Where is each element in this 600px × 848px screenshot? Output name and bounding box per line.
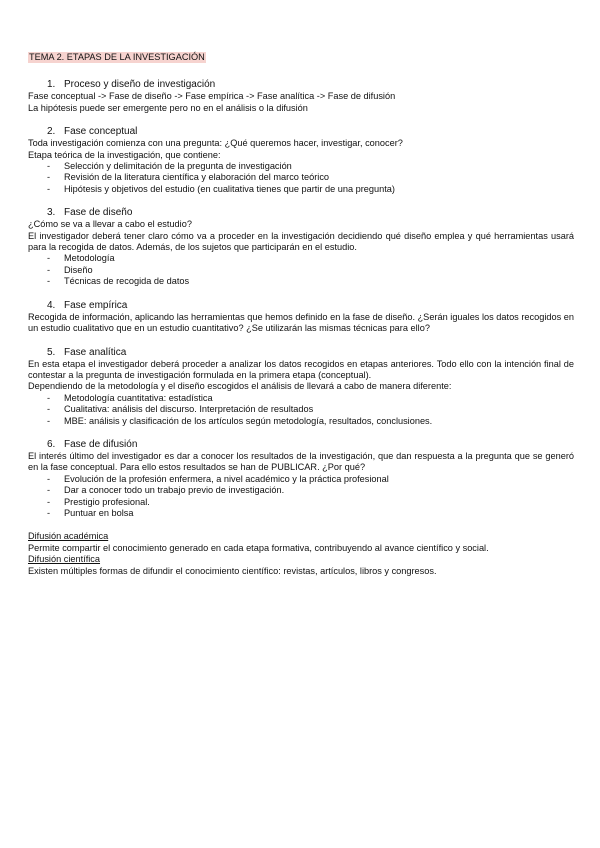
section-title: Fase empírica [64,299,128,311]
paragraph: Recogida de información, aplicando las herramientas que hemos definido en la fase de diseño. ¿Serán iguales los datos recogidos en un estudio cualitativo que en un estudio cuantitativo? ¿Se utilizarán las mismas técnicas para ello? [28,311,574,334]
list-item: - Metodología cuantitativa: estadística [28,393,574,404]
bullet-list [28,253,574,287]
list-item: - Dar a conocer todo un trabajo previo de investigación. [28,485,574,496]
section-number: 2. [47,126,56,138]
text-line: Etapa teórica de la investigación, que contiene: [28,149,221,160]
paragraph: El investigador deberá tener claro cómo va a proceder en la investigación decidiendo qué diseño emplea y qué herramientas usará para la recogida de datos. Además, de los sujetos que participarán en el estudio. [28,230,574,253]
difusion-block [28,531,574,577]
bullet-list [28,474,574,520]
section-6 [28,439,574,519]
document-title: TEMA 2. ETAPAS DE LA INVESTIGACIÓN [29,52,205,62]
text-line: Dependiendo de la metodología y el diseño escogidos el análisis de llevará a cabo de manera diferente: [28,381,452,392]
paragraph: En esta etapa el investigador deberá proceder a analizar los datos recogidos en etapas anteriores. Todo ello con la intención final de contestar a la pregunta de investigación formulada en la primera etapa (conceptual). [28,358,574,380]
list-item: - Hipótesis y objetivos del estudio (en cualitativa tienes que partir de una pregunta) [28,184,574,195]
section-title: Fase analítica [64,346,127,358]
section-number: 3. [47,207,56,219]
difusion-academica-text: Permite compartir el conocimiento generado en cada etapa formativa, contribuyendo al avance científico y social. [28,542,489,553]
section-title: Proceso y diseño de investigación [64,79,216,91]
section-heading [28,439,574,451]
list-item: - Revisión de la literatura científica y elaboración del marco teórico [28,172,574,183]
section-heading [28,300,574,312]
section-number: 4. [47,299,56,311]
section-1 [28,79,574,114]
section-heading [28,347,574,359]
section-4 [28,300,574,335]
section-number: 1. [47,79,56,91]
paragraph: El interés último del investigador es dar a conocer los resultados de la investigación, que dan respuesta a la pregunta que se generó en la fase conceptual. Para ello estos resultados se han de PUBLICAR. ¿Por qué? [28,450,574,473]
section-3 [28,207,574,287]
section-2 [28,126,574,195]
section-heading [28,126,574,138]
section-title: Fase conceptual [64,126,138,138]
section-title: Fase de diseño [64,207,133,219]
text-line: Toda investigación comienza con una pregunta: ¿Qué queremos hacer, investigar, conocer? [28,138,403,149]
difusion-cientifica-heading: Difusión científica [28,554,101,565]
list-item: - Cualitativa: análisis del discurso. Interpretación de resultados [28,404,574,415]
difusion-academica-heading: Difusión académica [28,531,109,542]
list-item: - Diseño [28,265,574,276]
text-line: ¿Cómo se va a llevar a cabo el estudio? [28,219,192,230]
list-item: - Selección y delimitación de la pregunta de investigación [28,161,574,172]
list-item: - Puntuar en bolsa [28,508,574,519]
section-heading [28,79,574,91]
list-item: - MBE: análisis y clasificación de los artículos según metodología, resultados, conclusiones. [28,416,574,427]
list-item: - Prestigio profesional. [28,497,574,508]
bullet-list [28,161,574,195]
difusion-cientifica-text: Existen múltiples formas de difundir el conocimiento científico: revistas, artículos, libros y congresos. [28,565,437,576]
bullet-list [28,393,574,427]
list-item: - Metodología [28,253,574,264]
section-number: 6. [47,438,56,450]
document-page [28,52,574,577]
text-line: Fase conceptual -> Fase de diseño -> Fase empírica -> Fase analítica -> Fase de difusión [28,91,396,102]
list-item: - Técnicas de recogida de datos [28,276,574,287]
section-heading [28,207,574,219]
list-item: - Evolución de la profesión enfermera, a nivel académico y la práctica profesional [28,474,574,485]
section-title: Fase de difusión [64,438,138,450]
section-5 [28,347,574,427]
section-number: 5. [47,346,56,358]
text-line: La hipótesis puede ser emergente pero no en el análisis o la difusión [28,102,308,113]
